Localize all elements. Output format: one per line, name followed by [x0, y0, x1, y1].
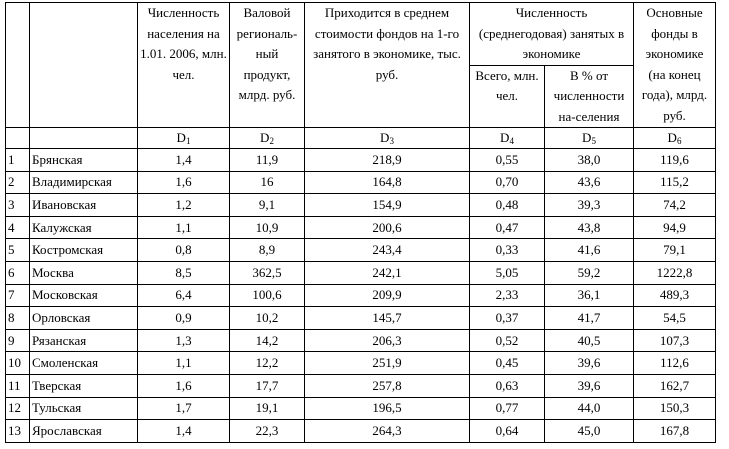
table-row	[6, 374, 716, 397]
cell-d4-employed-total: 0,63	[470, 374, 545, 397]
table-row	[6, 194, 716, 217]
row-number: 1	[6, 149, 30, 172]
region-name: Брянская	[30, 149, 138, 172]
header-d2: Валовой региональ-ный продукт, млрд. руб.	[230, 3, 305, 128]
cell-d6-fixed-assets: 79,1	[634, 239, 716, 262]
cell-d2-grp: 12,2	[230, 352, 305, 375]
regional-statistics-table	[5, 2, 716, 443]
cell-d3-assets-per-worker: 145,7	[305, 307, 470, 330]
row-number: 7	[6, 284, 30, 307]
cell-d5-employed-percent: 40,5	[545, 329, 634, 352]
cell-d5-employed-percent: 43,6	[545, 171, 634, 194]
cell-d2-grp: 14,2	[230, 329, 305, 352]
column-id-index: 6	[676, 136, 682, 146]
cell-d2-grp: 9,1	[230, 194, 305, 217]
cell-d5-employed-percent: 39,6	[545, 374, 634, 397]
row-number: 11	[6, 374, 30, 397]
cell-d1-population: 1,4	[138, 149, 230, 172]
cell-d1-population: 1,6	[138, 171, 230, 194]
column-id-letter: D	[380, 130, 390, 145]
cell-d4-employed-total: 0,33	[470, 239, 545, 262]
column-id-index: 4	[509, 136, 514, 146]
cell-d1-population: 6,4	[138, 284, 230, 307]
row-number: 4	[6, 216, 30, 239]
table-row	[6, 261, 716, 284]
header-d3: Приходится в среднем стоимости фондов на 1-го занятого в экономике, тыс. руб.	[305, 3, 470, 128]
table-row	[6, 352, 716, 375]
cell-d5-employed-percent: 59,2	[545, 261, 634, 284]
column-id-index: 2	[269, 136, 274, 146]
cell-d1-population: 1,1	[138, 216, 230, 239]
column-id-d6	[634, 128, 716, 149]
cell-d1-population: 1,7	[138, 397, 230, 420]
table-row	[6, 216, 716, 239]
column-id-d4	[470, 128, 545, 149]
cell-d4-employed-total: 0,45	[470, 352, 545, 375]
cell-d6-fixed-assets: 150,3	[634, 397, 716, 420]
table-row	[6, 420, 716, 443]
row-number: 8	[6, 307, 30, 330]
cell-d3-assets-per-worker: 206,3	[305, 329, 470, 352]
cell-d5-employed-percent: 43,8	[545, 216, 634, 239]
cell-d3-assets-per-worker: 242,1	[305, 261, 470, 284]
cell-d1-population: 0,9	[138, 307, 230, 330]
cell-d5-employed-percent: 39,3	[545, 194, 634, 217]
cell-d5-employed-percent: 36,1	[545, 284, 634, 307]
header-d4: Всего, млн. чел.	[470, 65, 545, 128]
cell-d3-assets-per-worker: 209,9	[305, 284, 470, 307]
cell-d1-population: 1,2	[138, 194, 230, 217]
header-d5: В % от численности на-селения	[545, 65, 634, 128]
cell-d6-fixed-assets: 94,9	[634, 216, 716, 239]
column-id-d2	[230, 128, 305, 149]
cell-d2-grp: 100,6	[230, 284, 305, 307]
cell-d3-assets-per-worker: 164,8	[305, 171, 470, 194]
table-row	[6, 284, 716, 307]
region-name: Тверская	[30, 374, 138, 397]
column-id-index: 1	[185, 136, 191, 146]
cell-d1-population: 1,1	[138, 352, 230, 375]
region-name: Владимирская	[30, 171, 138, 194]
cell-d5-employed-percent: 44,0	[545, 397, 634, 420]
column-id-letter: D	[582, 130, 592, 145]
column-id-d1	[138, 128, 230, 149]
region-name: Москва	[30, 261, 138, 284]
cell-d3-assets-per-worker: 243,4	[305, 239, 470, 262]
region-name: Костромская	[30, 239, 138, 262]
cell-d1-population: 1,6	[138, 374, 230, 397]
cell-d6-fixed-assets: 489,3	[634, 284, 716, 307]
cell-d5-employed-percent: 39,6	[545, 352, 634, 375]
cell-d3-assets-per-worker: 251,9	[305, 352, 470, 375]
cell-d5-employed-percent: 45,0	[545, 420, 634, 443]
cell-d6-fixed-assets: 54,5	[634, 307, 716, 330]
cell-d5-employed-percent: 38,0	[545, 149, 634, 172]
column-id-letter: D	[500, 130, 510, 145]
cell-d5-employed-percent: 41,7	[545, 307, 634, 330]
header-row-top	[6, 3, 716, 66]
cell-d4-employed-total: 0,64	[470, 420, 545, 443]
cell-d4-employed-total: 0,70	[470, 171, 545, 194]
region-name: Смоленская	[30, 352, 138, 375]
row-number: 2	[6, 171, 30, 194]
cell-d1-population: 1,4	[138, 420, 230, 443]
row-number: 9	[6, 329, 30, 352]
cell-d6-fixed-assets: 167,8	[634, 420, 716, 443]
cell-d2-grp: 10,2	[230, 307, 305, 330]
cell-d1-population: 8,5	[138, 261, 230, 284]
table-row	[6, 329, 716, 352]
cell-d1-population: 1,3	[138, 329, 230, 352]
header-blank-region	[30, 3, 138, 128]
cell-d6-fixed-assets: 1222,8	[634, 261, 716, 284]
cell-d1-population: 0,8	[138, 239, 230, 262]
cell-d2-grp: 17,7	[230, 374, 305, 397]
region-name: Орловская	[30, 307, 138, 330]
table-row	[6, 239, 716, 262]
table-row	[6, 307, 716, 330]
header-d6: Основные фонды в экономике (на конец года), млрд. руб.	[634, 3, 716, 128]
region-name: Тульская	[30, 397, 138, 420]
column-id-blank-number	[6, 128, 30, 149]
cell-d5-employed-percent: 41,6	[545, 239, 634, 262]
cell-d4-employed-total: 5,05	[470, 261, 545, 284]
cell-d6-fixed-assets: 162,7	[634, 374, 716, 397]
row-number: 5	[6, 239, 30, 262]
row-number: 10	[6, 352, 30, 375]
region-name: Рязанская	[30, 329, 138, 352]
row-number: 12	[6, 397, 30, 420]
table-row	[6, 171, 716, 194]
cell-d6-fixed-assets: 112,6	[634, 352, 716, 375]
header-blank-number	[6, 3, 30, 128]
column-id-index: 5	[591, 136, 596, 146]
region-name: Калужская	[30, 216, 138, 239]
cell-d2-grp: 8,9	[230, 239, 305, 262]
cell-d4-employed-total: 0,55	[470, 149, 545, 172]
column-id-letter: D	[260, 130, 270, 145]
table-row	[6, 397, 716, 420]
cell-d6-fixed-assets: 74,2	[634, 194, 716, 217]
region-name: Ивановская	[30, 194, 138, 217]
cell-d4-employed-total: 0,48	[470, 194, 545, 217]
cell-d2-grp: 10,9	[230, 216, 305, 239]
cell-d2-grp: 11,9	[230, 149, 305, 172]
header-employment-group: Численность (среднегодовая) занятых в экономике	[470, 3, 634, 66]
cell-d2-grp: 16	[230, 171, 305, 194]
column-id-blank-region	[30, 128, 138, 149]
row-number: 3	[6, 194, 30, 217]
cell-d3-assets-per-worker: 200,6	[305, 216, 470, 239]
region-name: Московская	[30, 284, 138, 307]
cell-d4-employed-total: 0,37	[470, 307, 545, 330]
column-id-d3	[305, 128, 470, 149]
cell-d3-assets-per-worker: 196,5	[305, 397, 470, 420]
cell-d3-assets-per-worker: 264,3	[305, 420, 470, 443]
column-id-index: 3	[389, 136, 394, 146]
cell-d4-employed-total: 2,33	[470, 284, 545, 307]
column-id-letter: D	[176, 130, 186, 145]
header-d1: Численность населения на 1.01. 2006, млн. чел.	[138, 3, 230, 128]
region-name: Ярославская	[30, 420, 138, 443]
cell-d6-fixed-assets: 119,6	[634, 149, 716, 172]
cell-d4-employed-total: 0,77	[470, 397, 545, 420]
cell-d3-assets-per-worker: 257,8	[305, 374, 470, 397]
cell-d4-employed-total: 0,47	[470, 216, 545, 239]
column-id-d5	[545, 128, 634, 149]
row-number: 6	[6, 261, 30, 284]
column-id-row	[6, 128, 716, 149]
cell-d3-assets-per-worker: 154,9	[305, 194, 470, 217]
cell-d2-grp: 362,5	[230, 261, 305, 284]
cell-d4-employed-total: 0,52	[470, 329, 545, 352]
table-row	[6, 149, 716, 172]
cell-d6-fixed-assets: 115,2	[634, 171, 716, 194]
row-number: 13	[6, 420, 30, 443]
cell-d3-assets-per-worker: 218,9	[305, 149, 470, 172]
cell-d2-grp: 19,1	[230, 397, 305, 420]
column-id-letter: D	[667, 130, 677, 145]
cell-d6-fixed-assets: 107,3	[634, 329, 716, 352]
cell-d2-grp: 22,3	[230, 420, 305, 443]
